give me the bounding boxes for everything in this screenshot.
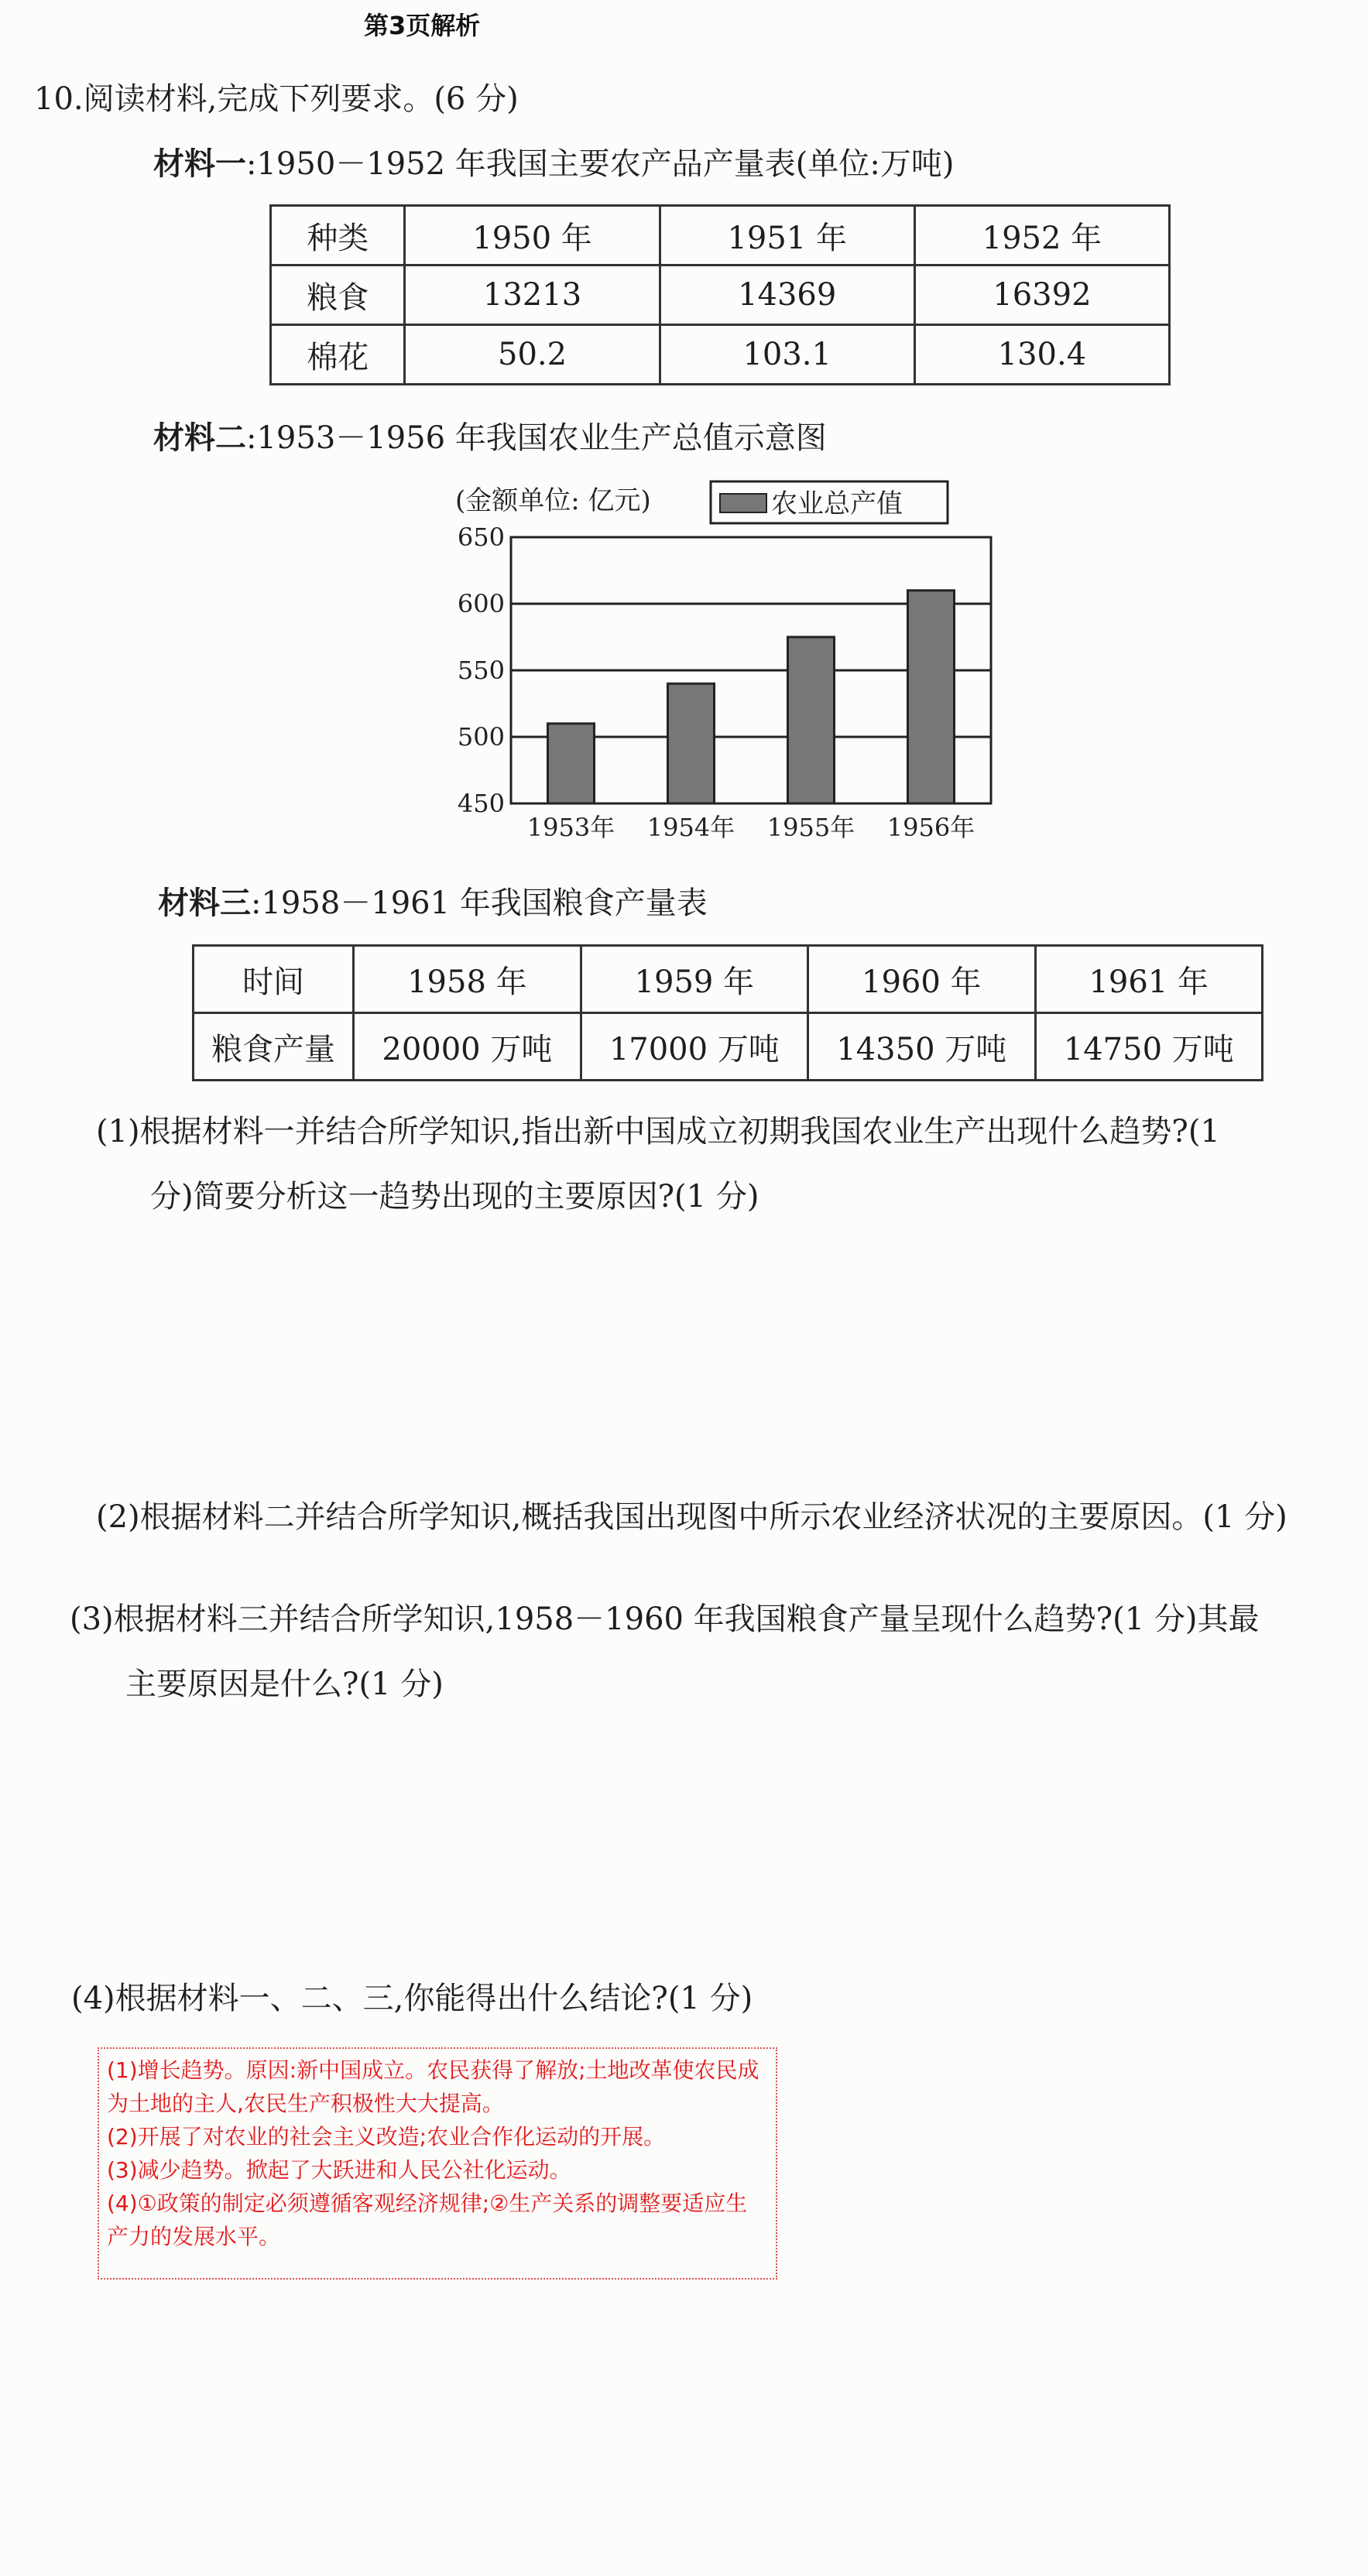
material3-caption: :1958－1961 年我国粮食产量表 <box>251 886 708 921</box>
legend-label: 农业总产值 <box>771 488 903 519</box>
table-header-cell: 1952 年 <box>914 206 1169 265</box>
table-cell: 20000 万吨 <box>354 1013 581 1081</box>
subquestion-4: (4)根据材料一、二、三,你能得出什么结论?(1 分) <box>71 1981 753 2016</box>
table-header-cell: 1958 年 <box>354 946 581 1013</box>
table-cell: 粮食产量 <box>194 1013 354 1081</box>
material1-table <box>269 204 1171 385</box>
material3-title <box>158 879 708 923</box>
material2-caption: :1953－1956 年我国农业生产总值示意图 <box>246 420 827 456</box>
bar <box>908 591 955 803</box>
x-tick-label: 1954年 <box>646 813 735 842</box>
material1-caption: :1950－1952 年我国主要农产品产量表(单位:万吨) <box>246 146 955 182</box>
subquestion-2: (2)根据材料二并结合所学知识,概括我国出现图中所示农业经济状况的主要原因。(1 分) <box>96 1499 1287 1535</box>
table-cell: 14350 万吨 <box>808 1013 1035 1081</box>
table-cell: 14750 万吨 <box>1035 1013 1263 1081</box>
material2-label: 材料二 <box>153 420 246 456</box>
table-row <box>271 265 1170 325</box>
bar <box>548 724 595 803</box>
material1-title <box>153 139 954 183</box>
table-cell: 棉花 <box>271 325 405 385</box>
subquestion-3-line1: (3)根据材料三并结合所学知识,1958－1960 年我国粮食产量呈现什么趋势?(1 分)其最 <box>70 1601 1260 1637</box>
table-row <box>194 1013 1263 1081</box>
chart-y-ticks <box>458 522 505 818</box>
answer-1: (1)增长趋势。原因:新中国成立。农民获得了解放;土地改革使农民成为土地的主人,农民生产积极性大大提高。 <box>107 2057 759 2116</box>
subquestion-1-line1: (1)根据材料一并结合所学知识,指出新中国成立初期我国农业生产出现什么趋势?(1 <box>96 1114 1220 1149</box>
y-tick-label: 550 <box>457 656 505 685</box>
answer-box <box>98 2047 777 2280</box>
table-cell: 50.2 <box>405 325 660 385</box>
table-cell: 130.4 <box>914 325 1169 385</box>
table-cell: 粮食 <box>271 265 405 325</box>
table-header-cell: 1961 年 <box>1035 946 1263 1013</box>
table-header-cell: 1959 年 <box>581 946 807 1013</box>
table-cell: 13213 <box>405 265 660 325</box>
table-header-cell: 1951 年 <box>660 206 914 265</box>
material1-label: 材料一 <box>153 146 246 182</box>
material2-title <box>153 413 827 457</box>
table-row <box>271 325 1170 385</box>
table-header-cell: 种类 <box>271 206 405 265</box>
answer-4: (4)①政策的制定必须遵循客观经济规律;②生产关系的调整要适应生产力的发展水平。 <box>107 2191 748 2249</box>
y-tick-label: 450 <box>457 789 505 818</box>
subquestion-3 <box>70 1587 1355 1717</box>
table-cell: 17000 万吨 <box>581 1013 807 1081</box>
x-tick-label: 1955年 <box>766 813 855 842</box>
table-cell: 103.1 <box>660 325 914 385</box>
legend-swatch <box>720 494 766 512</box>
subquestion-3-line2: 主要原因是什么?(1 分) <box>125 1667 444 1702</box>
x-tick-label: 1953年 <box>526 813 615 842</box>
subquestion-1 <box>96 1099 1350 1229</box>
table-header-cell: 时间 <box>194 946 354 1013</box>
chart-bars <box>548 591 955 803</box>
table-header-row <box>194 946 1263 1013</box>
question-title: 10.阅读材料,完成下列要求。(6 分) <box>34 81 519 117</box>
table-header-cell: 1950 年 <box>405 206 660 265</box>
agriculture-output-chart <box>434 472 1022 859</box>
table-cell: 14369 <box>660 265 914 325</box>
y-tick-label: 650 <box>457 522 505 552</box>
material3-table <box>192 944 1263 1081</box>
table-header-cell: 1960 年 <box>808 946 1035 1013</box>
page-header: 第3页解析 <box>364 11 481 40</box>
y-tick-label: 600 <box>457 589 505 618</box>
x-tick-label: 1956年 <box>886 813 975 842</box>
answer-3: (3)减少趋势。掀起了大跃进和人民公社化运动。 <box>107 2157 571 2183</box>
material3-label: 材料三 <box>158 885 251 921</box>
chart-x-ticks <box>527 813 975 842</box>
bar <box>668 683 715 803</box>
bar <box>788 637 835 803</box>
table-cell: 16392 <box>914 265 1169 325</box>
subquestion-1-line2: 分)简要分析这一趋势出现的主要原因?(1 分) <box>150 1179 759 1214</box>
chart-unit-note: (金额单位: 亿元) <box>455 485 651 516</box>
answer-2: (2)开展了对农业的社会主义改造;农业合作化运动的开展。 <box>107 2124 666 2150</box>
y-tick-label: 500 <box>457 722 505 752</box>
table-header-row <box>271 206 1170 265</box>
